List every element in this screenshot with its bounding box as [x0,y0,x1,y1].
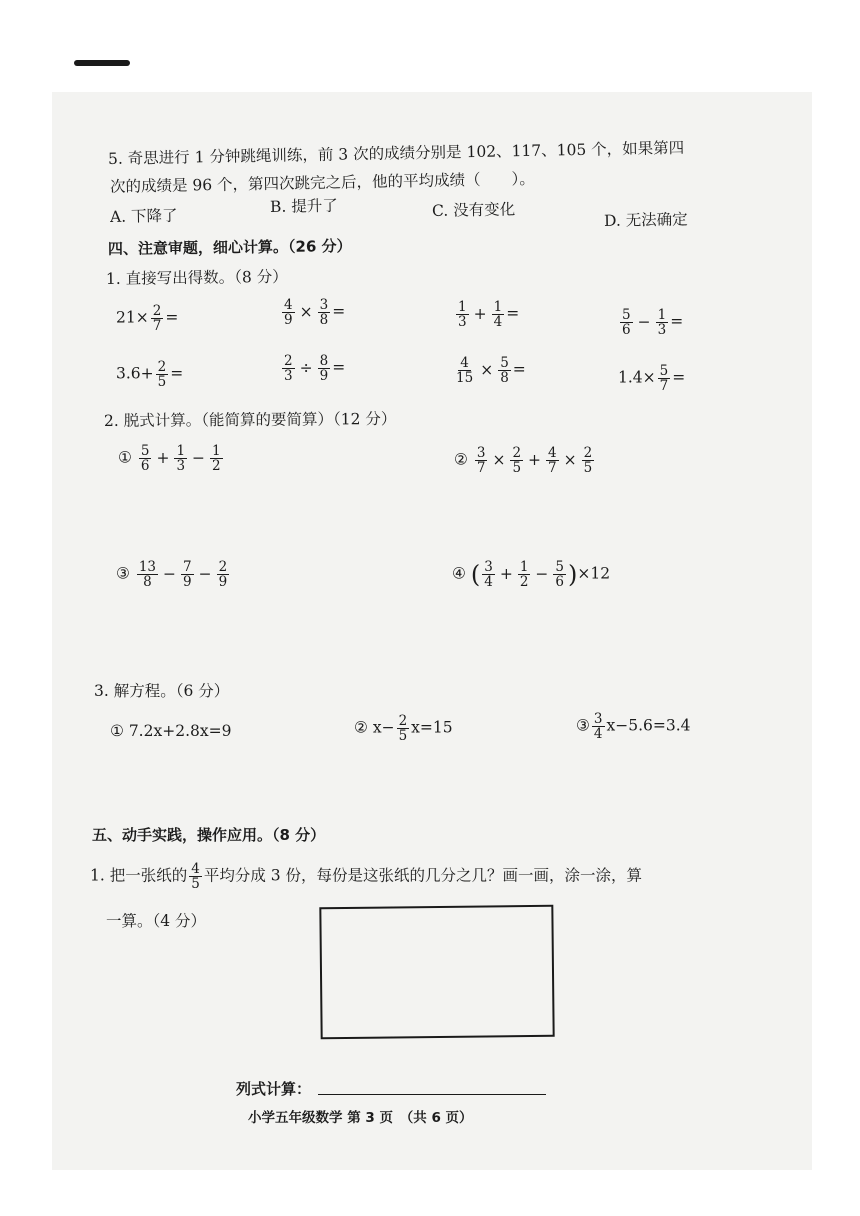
equation-3: ③ $\frac{3}{4}$ x−5.6=3.4 [576,711,691,743]
q5-option-a: A. 下降了 [109,206,178,226]
part1-title: 1. 直接写出得数。（8 分） [105,267,288,288]
expr-2: ② $\frac{3}{7}$ × $\frac{2}{5}$ + $\frac{4}{7}$ × $\frac{2}{5}$ [454,445,593,477]
equation-1: ① 7.2x+2.8x=9 [110,722,232,740]
mental-calc-3: $\frac{1}{3}$ + $\frac{1}{4}$ = [458,299,520,331]
equation-2: ② x− $\frac{2}{5}$ x=15 [354,713,453,745]
mental-calc-8: 1.4× $\frac{5}{7}$ = [618,363,686,395]
q5-line2: 次的成绩是 96 个，第四次跳完之后，他的平均成绩（ ）。 [109,169,535,196]
section5-q1-line2: 一算。（4 分） [106,912,207,930]
mental-calc-4: $\frac{5}{6}$ − $\frac{1}{3}$ = [622,307,684,339]
q5-option-c: C. 没有变化 [431,200,516,220]
mental-calc-1: 21× $\frac{2}{7}$ = [116,303,179,335]
section4-title: 四、注意审题，细心计算。（26 分） [107,237,352,258]
section5-title: 五、动手实践，操作应用。（8 分） [92,826,326,844]
q5-line1: 5. 奇思进行 1 分钟跳绳训练，前 3 次的成绩分别是 102、117、105 个，如果第四 [107,138,685,168]
answer-label: 列式计算： [236,1080,312,1098]
q5-option-d: D. 无法确定 [603,210,688,230]
expr-1: ① $\frac{5}{6}$ + $\frac{1}{3}$ − $\frac{1}{2}$ [118,443,221,475]
page-footer: 小学五年级数学 第 3 页 （共 6 页） [248,1110,473,1126]
pen-mark [74,60,130,66]
q5-option-b: B. 提升了 [269,196,338,216]
expr-4: ④ ( $\frac{3}{4}$ + $\frac{1}{2}$ − $\frac{5}{6}$ )×12 [452,559,611,591]
expr-3: ③ $\frac{13}{8}$ − $\frac{7}{9}$ − $\frac{2}{9}$ [116,559,228,591]
mental-calc-2: $\frac{4}{9}$ × $\frac{3}{8}$ = [284,297,346,329]
mental-calc-6: $\frac{2}{3}$ ÷ $\frac{8}{9}$ = [284,353,346,385]
answer-line[interactable] [318,1094,546,1095]
section5-q1-line1: 1. 把一张纸的 $\frac{4}{5}$ 平均分成 3 份，每份是这张纸的几分之几？画一画，涂一涂，算 [90,861,643,893]
part3-title: 3. 解方程。（6 分） [94,682,230,700]
mental-calc-7: $\frac{4}{15}$ × $\frac{5}{8}$ = [456,355,526,387]
drawing-box[interactable] [319,905,554,1039]
mental-calc-5: 3.6+ $\frac{2}{5}$ = [116,359,184,391]
part2-title: 2. 脱式计算。（能简算的要简算）（12 分） [103,409,397,430]
